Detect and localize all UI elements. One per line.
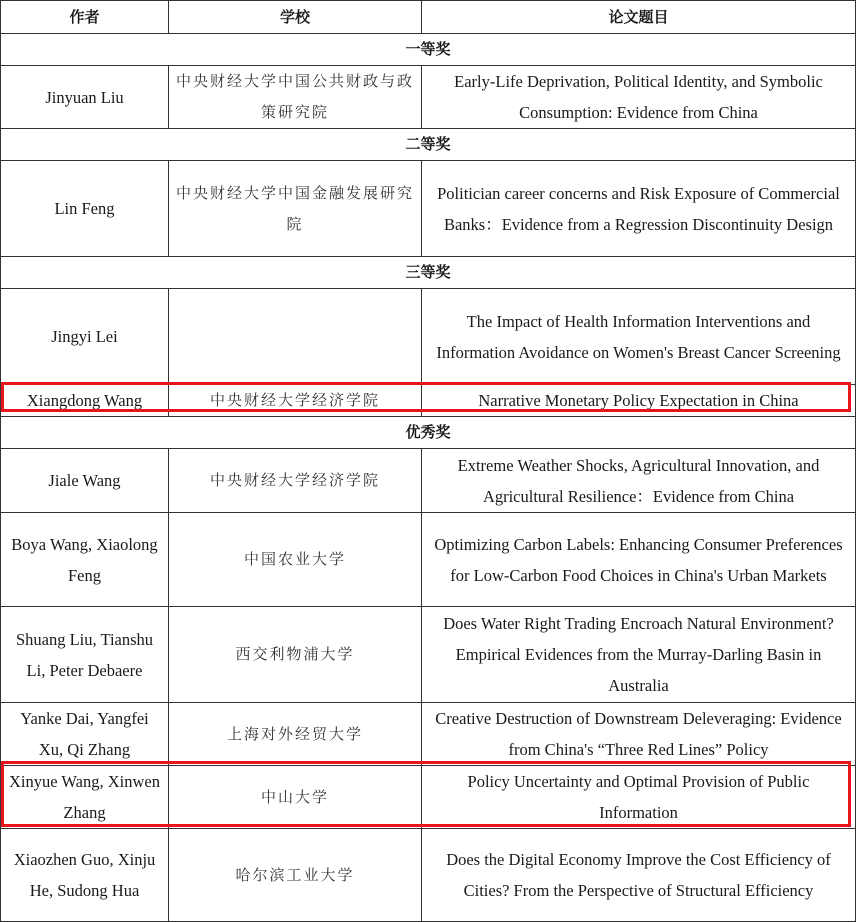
author-cell: Shuang Liu, Tianshu Li, Peter Debaere: [1, 607, 169, 703]
category-excellent: 优秀奖: [1, 417, 856, 449]
title-cell: Politician career concerns and Risk Exposure of Commercial Banks：Evidence from a Regression Discontinuity Design: [422, 161, 856, 257]
category-row-third: [1, 257, 856, 289]
school-cell: 中央财经大学中国公共财政与政策研究院: [169, 66, 422, 129]
school-cell: 中国农业大学: [169, 513, 422, 607]
title-cell: The Impact of Health Information Interventions and Information Avoidance on Women's Breast Cancer Screening: [422, 289, 856, 385]
title-cell: Creative Destruction of Downstream Deleveraging: Evidence from China's “Three Red Lines” Policy: [422, 703, 856, 766]
author-cell: Lin Feng: [1, 161, 169, 257]
school-cell-merged: 中央财经大学经济学院: [169, 289, 422, 417]
author-cell: Jingyi Lei: [1, 289, 169, 385]
school-cell: 哈尔滨工业大学: [169, 829, 422, 922]
table-row: [1, 766, 856, 829]
school-cell: 中央财经大学经济学院: [169, 449, 422, 513]
author-cell: Jiale Wang: [1, 449, 169, 513]
category-first: 一等奖: [1, 34, 856, 66]
author-cell: Xiaozhen Guo, Xinju He, Sudong Hua: [1, 829, 169, 922]
table-row: [1, 449, 856, 513]
table-row: [1, 385, 856, 417]
author-cell: Yanke Dai, Yangfei Xu, Qi Zhang: [1, 703, 169, 766]
author-header: 作者: [1, 1, 169, 34]
author-cell: Xinyue Wang, Xinwen Zhang: [1, 766, 169, 829]
title-cell: Policy Uncertainty and Optimal Provision of Public Information: [422, 766, 856, 829]
table-row: [1, 829, 856, 922]
school-cell: 中山大学: [169, 766, 422, 829]
author-cell: Boya Wang, Xiaolong Feng: [1, 513, 169, 607]
table-row: [1, 161, 856, 257]
category-row-excellent: [1, 417, 856, 449]
table-row: [1, 289, 856, 385]
author-cell: Xiangdong Wang: [1, 385, 169, 417]
category-second: 二等奖: [1, 129, 856, 161]
category-third: 三等奖: [1, 257, 856, 289]
title-cell: Does the Digital Economy Improve the Cost Efficiency of Cities? From the Perspective of Structural Efficiency: [422, 829, 856, 922]
table-row: [1, 607, 856, 703]
title-cell: Early-Life Deprivation, Political Identity, and Symbolic Consumption: Evidence from China: [422, 66, 856, 129]
title-cell: Narrative Monetary Policy Expectation in China: [422, 385, 856, 417]
title-cell: Does Water Right Trading Encroach Natural Environment? Empirical Evidences from the Murray-Darling Basin in Australia: [422, 607, 856, 703]
category-row-second: [1, 129, 856, 161]
school-cell: 中央财经大学中国金融发展研究院: [169, 161, 422, 257]
table-row: [1, 703, 856, 766]
title-cell: Extreme Weather Shocks, Agricultural Innovation, and Agricultural Resilience：Evidence from China: [422, 449, 856, 513]
title-header: 论文题目: [422, 1, 856, 34]
header-row: [1, 1, 856, 34]
author-cell: Jinyuan Liu: [1, 66, 169, 129]
title-cell: Optimizing Carbon Labels: Enhancing Consumer Preferences for Low-Carbon Food Choices in China's Urban Markets: [422, 513, 856, 607]
table-row: [1, 513, 856, 607]
school-cell: 西交利物浦大学: [169, 607, 422, 703]
category-row-first: [1, 34, 856, 66]
table-row: [1, 66, 856, 129]
school-cell: 上海对外经贸大学: [169, 703, 422, 766]
school-header: 学校: [169, 1, 422, 34]
